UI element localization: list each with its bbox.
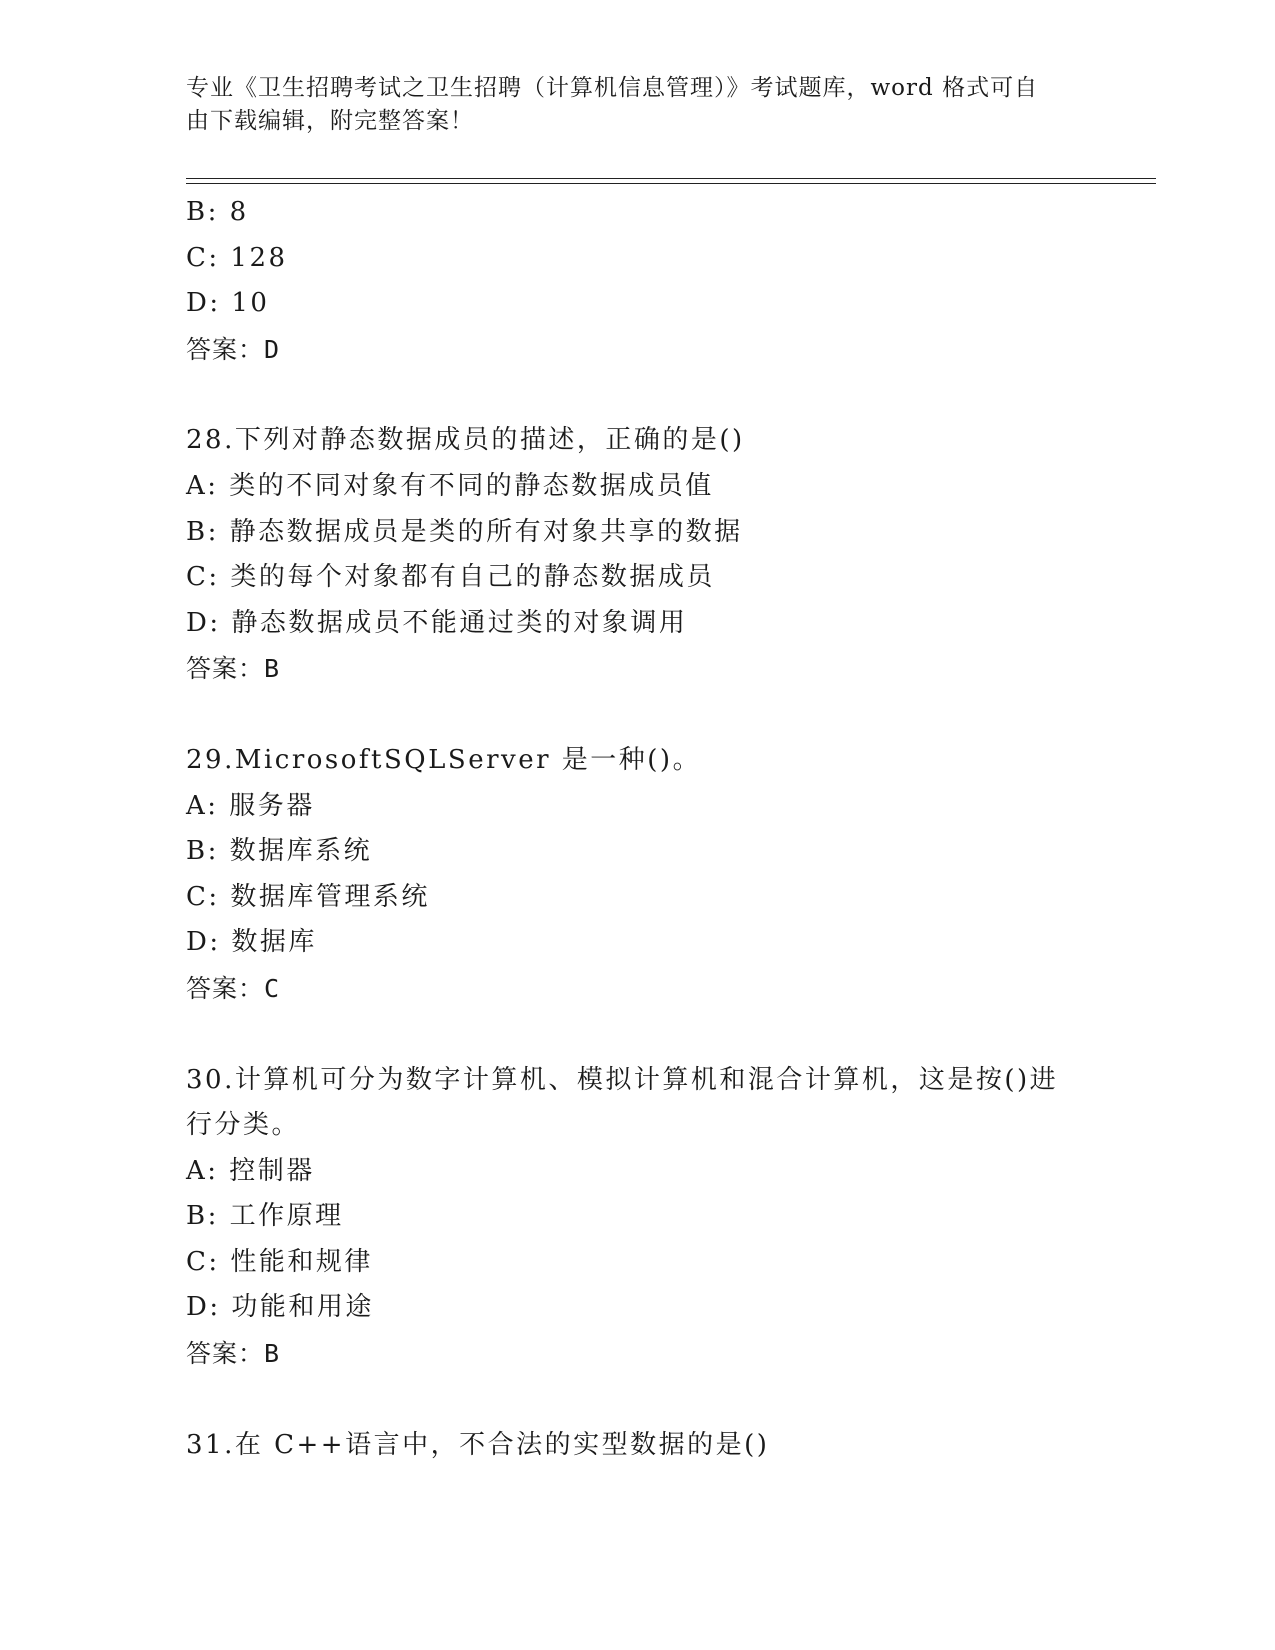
spacer (186, 1012, 1086, 1058)
header-line-2: 由下载编辑，附完整答案！ (186, 108, 474, 134)
question-text: 31.在 C++语言中，不合法的实型数据的是() (186, 1429, 770, 1460)
spacer (186, 1377, 1086, 1423)
option-b: B: 静态数据成员是类的所有对象共享的数据 (186, 516, 743, 547)
answer-line (186, 327, 1086, 373)
option-b: B: 工作原理 (186, 1201, 344, 1232)
question-text: 29.MicrosoftSQLServer 是一种()。 (186, 744, 702, 775)
document-header (186, 72, 1066, 138)
header-line-1: 专业《卫生招聘考试之卫生招聘（计算机信息管理）》考试题库，word 格式可自 (186, 75, 1039, 101)
option-a: A: 类的不同对象有不同的静态数据成员值 (186, 470, 714, 501)
option-a: A: 服务器 (186, 790, 315, 821)
answer-line (186, 1331, 1086, 1377)
header-divider-bottom (186, 183, 1156, 184)
option-d: D: 功能和用途 (186, 1292, 374, 1323)
answer-label: 答案： (186, 654, 265, 684)
option-a: A: 控制器 (186, 1155, 315, 1186)
question-30 (186, 1058, 1086, 1377)
option-c: C: 数据库管理系统 (186, 881, 430, 912)
answer-value: C (264, 973, 281, 1003)
spacer (186, 372, 1086, 418)
question-text-line-1: 30.计算机可分为数字计算机、模拟计算机和混合计算机，这是按()进 (186, 1064, 1059, 1095)
answer-label: 答案： (186, 334, 265, 364)
question-28 (186, 418, 1086, 692)
question-31 (186, 1423, 1086, 1469)
question-text: 28.下列对静态数据成员的描述，正确的是() (186, 425, 745, 456)
option-b: B: 8 (186, 197, 249, 227)
option-c: C: 128 (186, 242, 288, 273)
question-text-line-2: 行分类。 (186, 1110, 301, 1141)
spacer (186, 692, 1086, 738)
answer-label: 答案： (186, 973, 265, 1003)
option-d: D: 数据库 (186, 927, 317, 958)
answer-label: 答案： (186, 1339, 265, 1369)
answer-value: B (264, 654, 281, 684)
answer-line (186, 966, 1086, 1012)
option-c: C: 性能和规律 (186, 1246, 373, 1277)
answer-line (186, 646, 1086, 692)
question-29 (186, 738, 1086, 1012)
header-divider-top (186, 178, 1156, 179)
question-27-tail (186, 190, 1086, 372)
option-c: C: 类的每个对象都有自己的静态数据成员 (186, 562, 715, 593)
option-d: D: 静态数据成员不能通过类的对象调用 (186, 607, 688, 638)
option-b: B: 数据库系统 (186, 836, 373, 867)
answer-value: D (264, 334, 281, 364)
answer-value: B (264, 1339, 281, 1369)
question-list (186, 190, 1086, 1468)
option-d: D: 10 (186, 288, 270, 319)
